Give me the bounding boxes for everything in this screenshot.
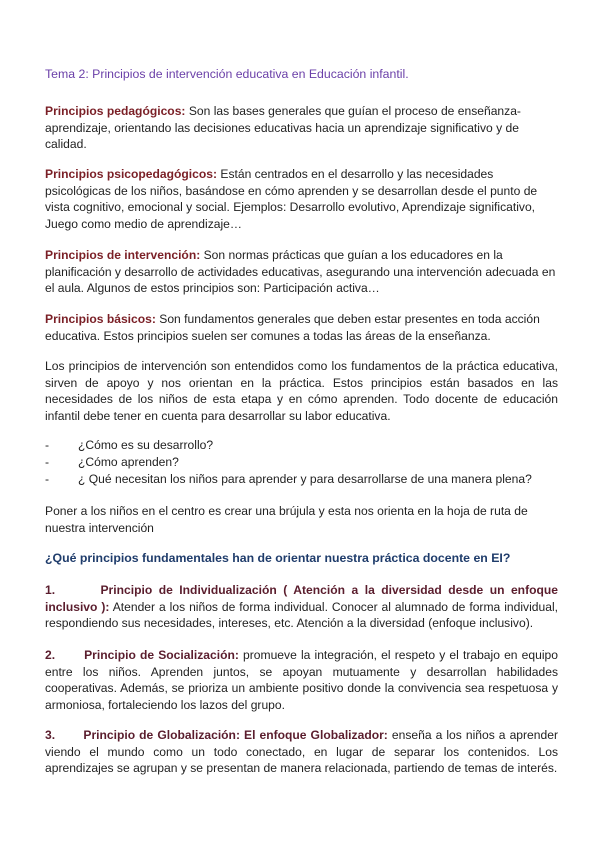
section-psicopedagogicos bbox=[45, 166, 558, 232]
section-text: Son las bases generales que guían el proceso de enseñanza-aprendizaje, orientando las decisiones educativas hacia un aprendizaje significativo y de calidad. bbox=[45, 104, 521, 151]
document-title: Tema 2: Principios de intervención educativa en Educación infantil. bbox=[45, 67, 409, 81]
principle-number: 2. bbox=[45, 648, 56, 662]
compass-paragraph: Poner a los niños en el centro es crear una brújula y esta nos orienta en la hoja de ruta de nuestra intervención bbox=[45, 504, 528, 535]
section-term: Principios de intervención: bbox=[45, 248, 201, 262]
section-text: Están centrados en el desarrollo y las necesidades psicológicas de los niños, basándose en cómo aprenden y se desarrollan desde el punto de vista cognitivo, emocional y social. Ejemplos: Desarrollo evolutivo, Aprendizaje significativo, Juego como medio de aprendizaje… bbox=[45, 167, 538, 231]
principle-term: Principio de Globalización: El enfoque Globalizador: bbox=[83, 728, 388, 742]
bullet-text: ¿ Qué necesitan los niños para aprender y para desarrollarse de una manera plena? bbox=[78, 472, 532, 486]
principle-number: 1. bbox=[45, 583, 56, 597]
bullet-text: ¿Cómo es su desarrollo? bbox=[78, 438, 214, 452]
section-intervencion bbox=[45, 247, 558, 297]
principle-term: Principio de Individualización ( Atención a la diversidad desde un enfoque inclusivo ): bbox=[45, 583, 558, 614]
principle-individualizacion bbox=[45, 582, 558, 632]
principle-globalizacion bbox=[45, 727, 558, 777]
principle-text: enseña a los niños a aprender viendo el mundo como un todo conectado, en lugar de separar los contenidos. Los aprendizajes se agrupan y se presentan de manera relacionada, partiendo de temas de interés. bbox=[45, 728, 558, 775]
bullet-dash: - bbox=[45, 472, 50, 486]
principle-socializacion bbox=[45, 647, 558, 713]
principle-term: Principio de Socialización: bbox=[84, 648, 239, 662]
section-term: Principios psicopedagógicos: bbox=[45, 167, 218, 181]
section-text: Son fundamentos generales que deben estar presentes en toda acción educativa. Estos principios suelen ser comunes a todas las áreas de la enseñanza. bbox=[45, 312, 540, 343]
principle-number: 3. bbox=[45, 728, 56, 742]
bullet-dash: - bbox=[45, 438, 50, 452]
section-pedagogicos bbox=[45, 103, 558, 153]
section-text: Son normas prácticas que guían a los educadores en la planificación y desarrollo de actividades educativas, asegurando una intervención adecuada en el aula. Algunos de estos principios son: Participación activa… bbox=[45, 248, 556, 295]
bullet-text: ¿Cómo aprenden? bbox=[78, 455, 179, 469]
section-term: Principios básicos: bbox=[45, 312, 156, 326]
section-term: Principios pedagógicos: bbox=[45, 104, 186, 118]
section-basicos bbox=[45, 311, 558, 344]
section-question: ¿Qué principios fundamentales han de orientar nuestra práctica docente en EI? bbox=[45, 551, 511, 565]
bullet-dash: - bbox=[45, 455, 50, 469]
principle-text: Atender a los niños de forma individual. Conocer al alumnado de forma individual, respondiendo sus necesidades, intereses, etc. Atención a la diversidad (enfoque inclusivo). bbox=[45, 599, 558, 630]
principle-text: promueve la integración, el respeto y el trabajo en equipo entre los niños. Aprenden juntos, se apoyan mutuamente y desarrollan habilidades cooperativas. Además, se prioriza un ambiente positivo donde la convivencia sea respetuosa y armoniosa, fortaleciendo los lazos del grupo. bbox=[45, 648, 558, 712]
intro-paragraph: Los principios de intervención son entendidos como los fundamentos de la práctica educativa, sirven de apoyo y nos orientan en la práctica. Estos principios están basados en las necesidades de los niños de esta etapa y en cómo aprenden. Todo docente de educación infantil debe tener en cuenta para desarrollar su labor educativa. bbox=[45, 359, 558, 423]
